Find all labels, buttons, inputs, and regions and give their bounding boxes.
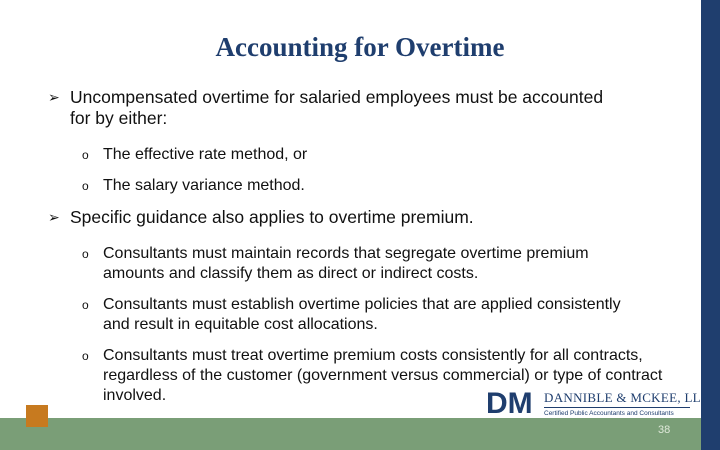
circle-bullet-icon: o — [82, 298, 89, 312]
circle-bullet-icon: o — [82, 349, 89, 363]
logo-tagline: Certified Public Accountants and Consultants — [544, 410, 674, 417]
bullet-text: Uncompensated overtime for salaried employees must be accounted for by either: — [70, 87, 604, 128]
sub-bullet-text: Consultants must establish overtime policies that are applied consistently and result in equitable cost allocations. — [103, 296, 621, 333]
arrow-bullet-icon: ➢ — [48, 89, 60, 105]
sub-bullet-text: Consultants must treat overtime premium costs consistently for all contracts, regardless of the customer (government versus commercial) or type of contract involved. — [103, 347, 663, 404]
circle-bullet-icon: o — [82, 247, 89, 261]
page-number: 38 — [658, 424, 671, 436]
circle-bullet-icon: o — [82, 148, 89, 162]
circle-bullet-icon: o — [82, 179, 89, 193]
sub-bullet-maintain-records — [82, 244, 652, 284]
slide-title: Accounting for Overtime — [215, 32, 505, 62]
orange-accent-square — [26, 405, 48, 427]
sub-bullet-text: The salary variance method. — [103, 177, 305, 194]
logo-firm-name: DANNIBLE & MCKEE, LLP — [544, 390, 709, 405]
bullet-uncompensated-overtime — [48, 87, 608, 129]
sub-bullet-overtime-policies — [82, 295, 627, 335]
logo-divider — [544, 407, 690, 408]
right-accent-bar — [701, 0, 720, 450]
bullet-text: Specific guidance also applies to overtime premium. — [70, 207, 474, 227]
dm-logo-mark-icon — [486, 386, 542, 418]
sub-bullet-salary-variance — [82, 176, 642, 196]
logo-initials: DM — [486, 387, 533, 418]
arrow-bullet-icon: ➢ — [48, 209, 60, 225]
company-logo — [486, 386, 709, 426]
sub-bullet-effective-rate — [82, 145, 642, 165]
bullet-overtime-premium — [48, 207, 648, 228]
sub-bullet-text: The effective rate method, or — [103, 146, 308, 163]
sub-bullet-text: Consultants must maintain records that segregate overtime premium amounts and classify them as direct or indirect costs. — [103, 245, 589, 282]
